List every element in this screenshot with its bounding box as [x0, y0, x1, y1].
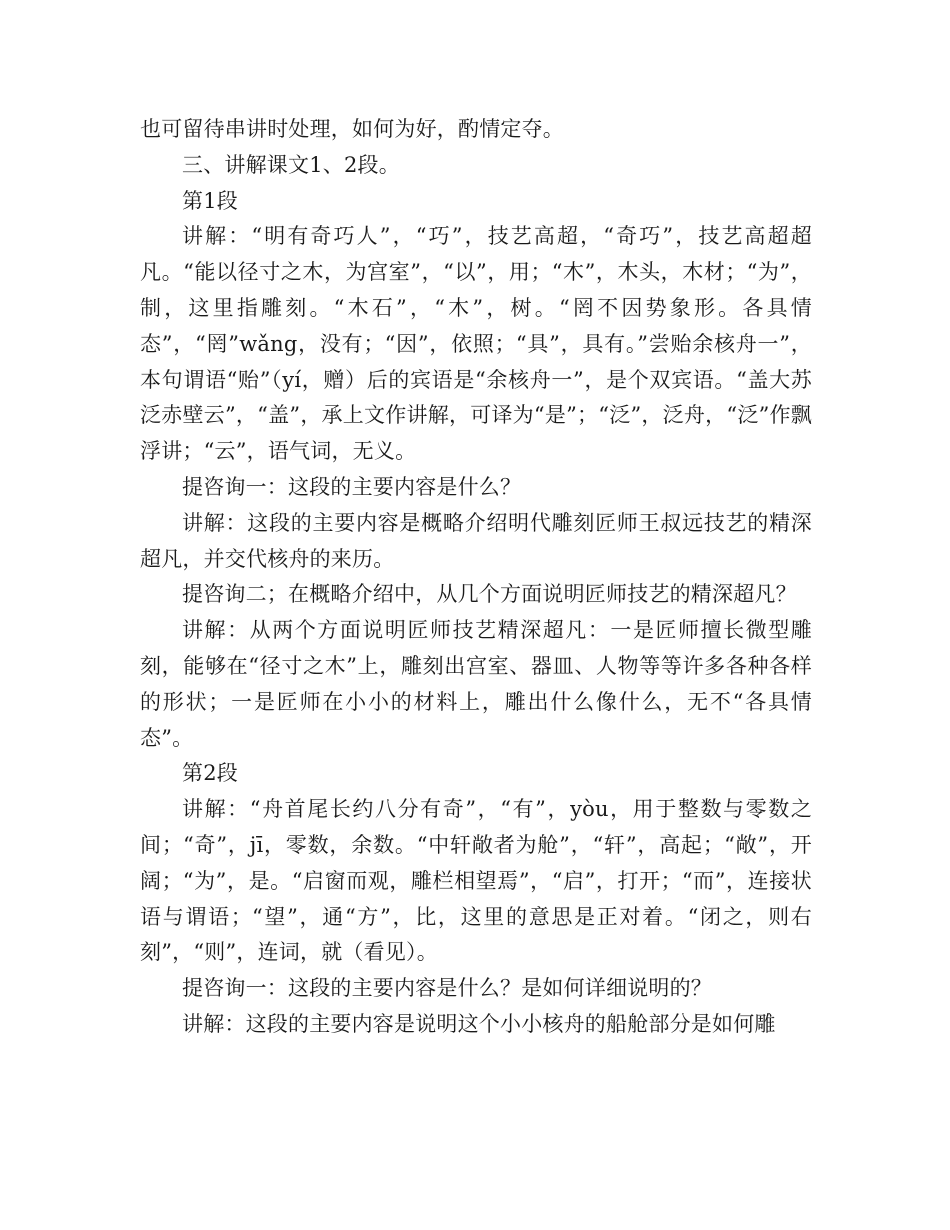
paragraph-label-2: 第2段 [182, 761, 238, 786]
document-page [140, 112, 812, 1043]
paragraph-question: 提咨询一：这段的主要内容是什么？是如何详细说明的？ [182, 976, 712, 1001]
paragraph-explanation: 讲解：这段的主要内容是概略介绍明代雕刻匠师王叔远技艺的精深超凡，并交代核舟的来历。 [140, 510, 812, 571]
paragraph-question: 提咨询一：这段的主要内容是什么？ [182, 474, 522, 499]
paragraph-explanation: 讲解：从两个方面说明匠师技艺精深超凡：一是匠师擅长微型雕刻，能够在“径寸之木”上，雕刻出宫室、器皿、人物等等许多各种各样的形状；一是匠师在小小的材料上，雕出什么像什么，无不“各具情态”。 [140, 618, 812, 750]
section-heading: 三、讲解课文1、2段。 [182, 152, 400, 177]
paragraph-explanation: 讲解：“明有奇巧人”，“巧”，技艺高超，“奇巧”，技艺高超超凡。“能以径寸之木，为宫室”，“以”，用；“木”，木头，木材；“为”，制，这里指雕刻。“木石”，“木”，树。“罔不因势象形。各具情态”，“罔”wǎng，没有；“因”，依照；“具”，具有。”尝贻余核舟一”，本句谓语“贻”（yí，赠）后的宾语是“余核舟一”，是个双宾语。“盖大苏泛赤壁云”，“盖”，承上文作讲解，可译为“是”；“泛”，泛舟，“泛”作飘浮讲；“云”，语气词，无义。 [140, 224, 812, 464]
paragraph-explanation: 讲解：“舟首尾长约八分有奇”，“有”，yòu，用于整数与零数之间；“奇”，jī，零数，余数。“中轩敞者为舱”，“轩”，高起；“敞”，开阔；“为”，是。“启窗而观，雕栏相望焉”，“启”，打开；“而”，连接状语与谓语；“望”，通“方”，比，这里的意思是正对着。“闭之，则右刻”，“则”，连词，就（看见）。 [140, 797, 812, 965]
paragraph-explanation: 讲解：这段的主要内容是说明这个小小核舟的船舱部分是如何雕 [182, 1011, 776, 1036]
paragraph-label-1: 第1段 [182, 188, 238, 213]
paragraph-continuation: 也可留待串讲时处理，如何为好，酌情定夺。 [140, 117, 564, 141]
paragraph-question: 提咨询二；在概略介绍中，从几个方面说明匠师技艺的精深超凡？ [182, 582, 797, 607]
